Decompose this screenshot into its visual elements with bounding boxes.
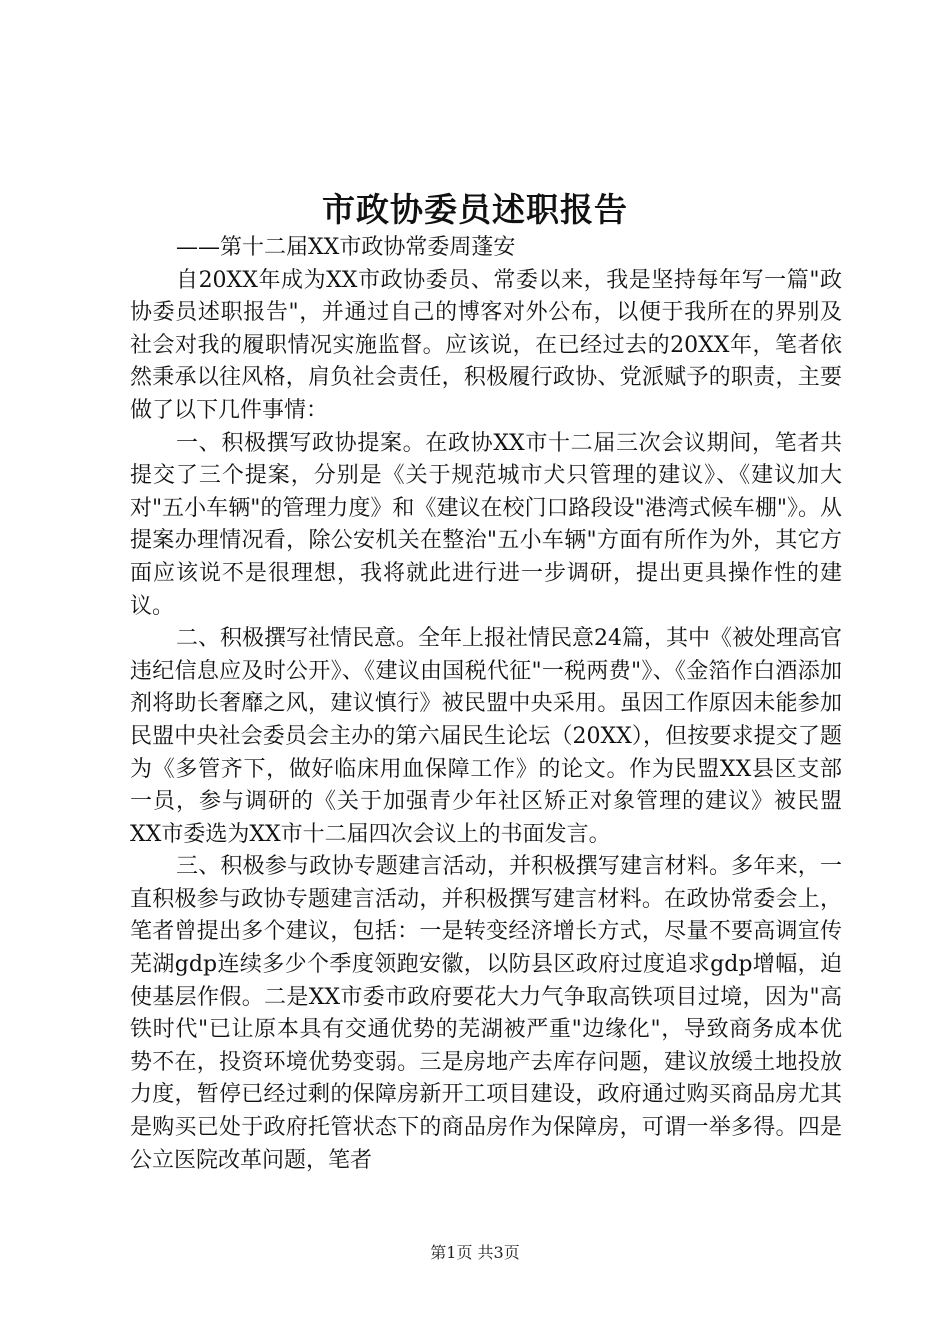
document-body [130,232,842,1177]
paragraph-advice-activities: 三、积极参与政协专题建言活动，并积极撰写建言材料。多年来，一直积极参与政协专题建言活动，并积极撰写建言材料。在政协常委会上，笔者曾提出多个建议，包括：一是转变经济增长方式，尽量不要高调宣传芜湖gdp连续多少个季度领跑安徽，以防县区政府过度追求gdp增幅，迫使基层作假。二是XX市委市政府要花大力气争取高铁项目过境，因为"高铁时代"已让原本具有交通优势的芜湖被严重"边缘化"，导致商务成本优势不在，投资环境优势变弱。三是房地产去库存问题，建议放缓土地投放力度，暂停已经过剩的保障房新开工项目建设，政府通过购买商品房尤其是购买已处于政府托管状态下的商品房作为保障房，可谓一举多得。四是公立医院改革问题，笔者 [130,854,842,1173]
document-title: 市政协委员述职报告 [322,190,628,229]
paragraph-public-opinion: 二、积极撰写社情民意。全年上报社情民意24篇，其中《被处理高官违纪信息应及时公开》、《建议由国税代征"一税两费"》、《金箔作白酒添加剂将助长奢靡之风，建议慎行》被民盟中央采用。虽因工作原因未能参加民盟中央社会委员会主办的第六届民生论坛（20XX），但按要求提交了题为《多管齐下，做好临床用血保障工作》的论文。作为民盟XX县区支部一员，参与调研的《关于加强青少年社区矫正对象管理的建议》被民盟XX市委选为XX市十二届四次会议上的书面发言。 [130,626,842,847]
paragraph-proposals: 一、积极撰写政协提案。在政协XX市十二届三次会议期间，笔者共提交了三个提案，分别是《关于规范城市犬只管理的建议》、《建议加大对"五小车辆"的管理力度》和《建议在校门口路段设"港湾式候车棚"》。从提案办理情况看，除公安机关在整治"五小车辆"方面有所作为外，其它方面应该说不是很理想，我将就此进行进一步调研，提出更具操作性的建议。 [130,430,842,619]
page-footer: 第1页 共3页 [430,1243,520,1262]
document-subtitle: ——第十二届XX市政协常委周蓬安 [176,235,516,260]
paragraph-intro: 自20XX年成为XX市政协委员、常委以来，我是坚持每年写一篇"政协委员述职报告"，并通过自己的博客对外公布，以便于我所在的界别及社会对我的履职情况实施监督。应该说，在已经过去的20XX年，笔者依然秉承以往风格，肩负社会责任，积极履行政协、党派赋予的职责，主要做了以下几件事情： [130,267,842,423]
